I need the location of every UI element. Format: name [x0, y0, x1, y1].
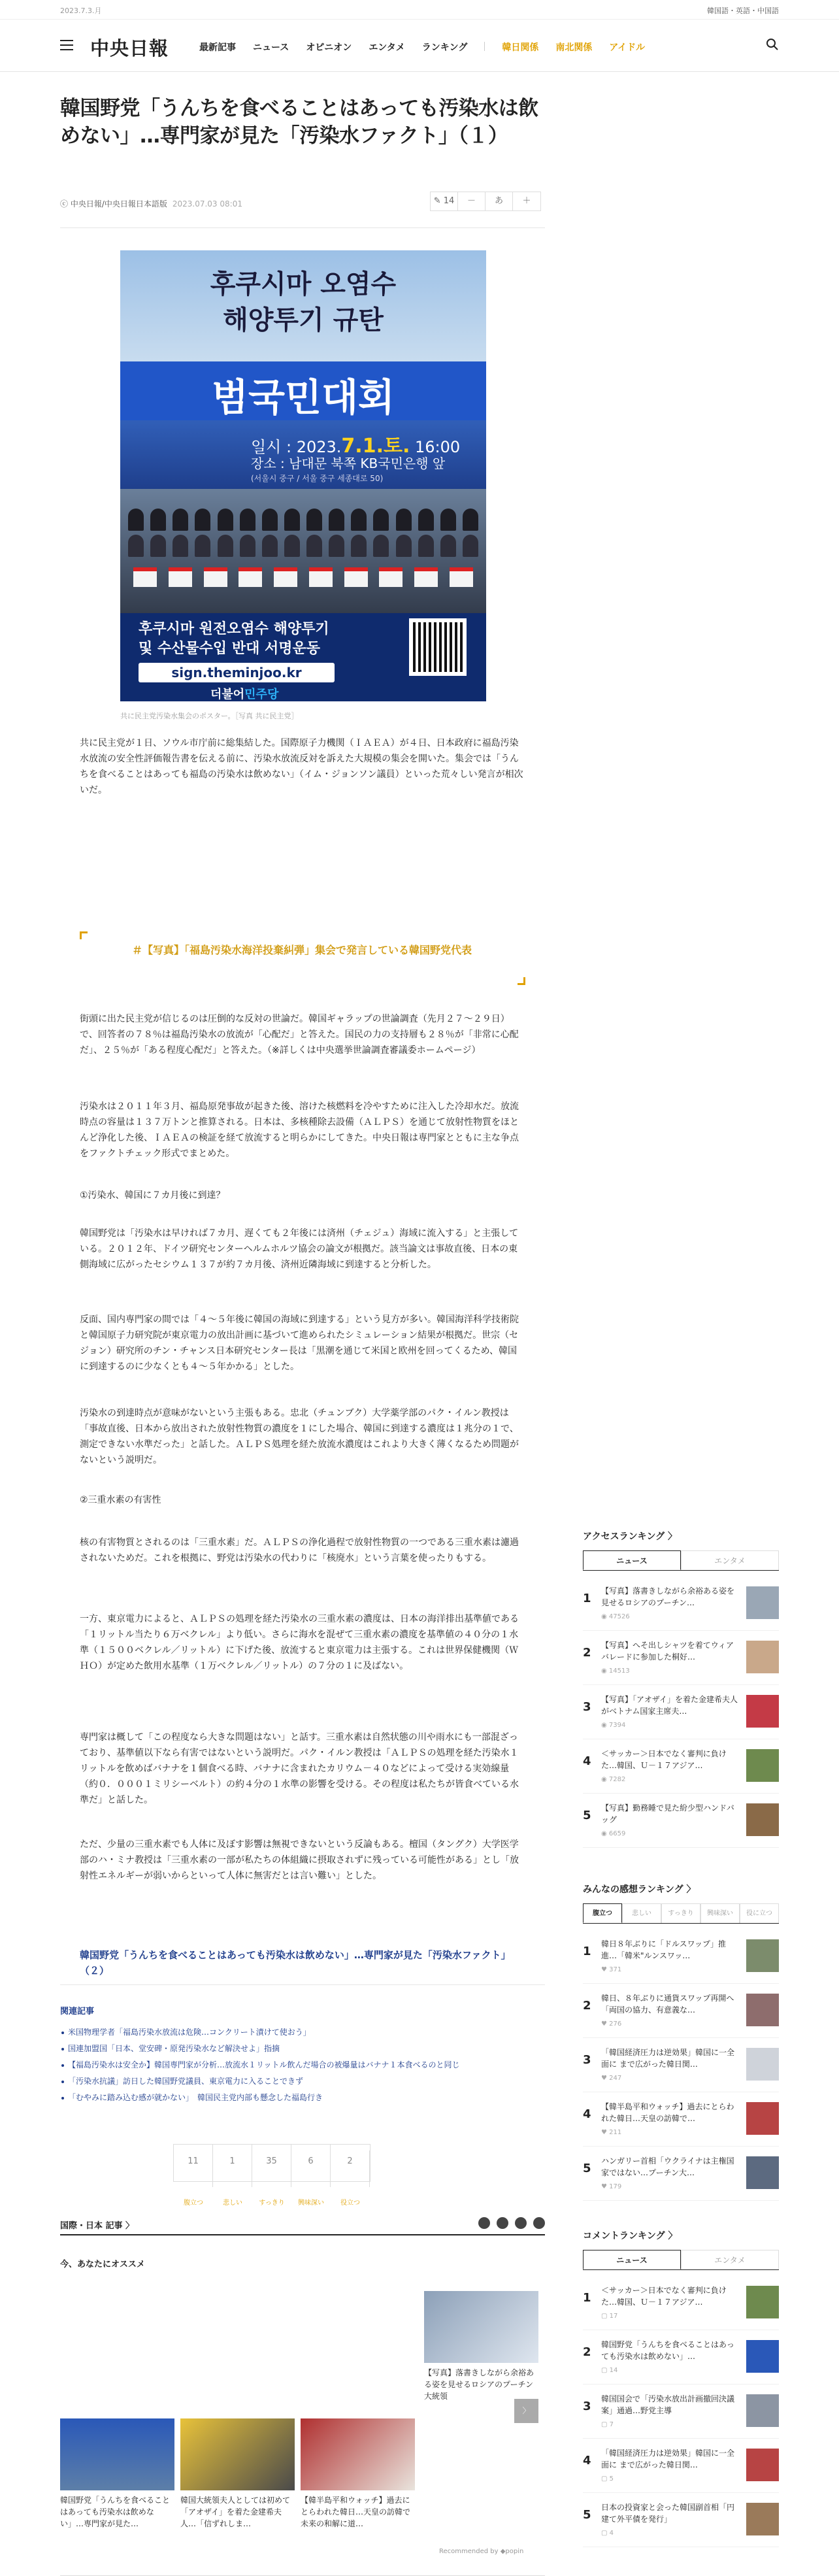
tab-useful[interactable]: 役に立つ [740, 1903, 779, 1923]
qr-code-icon [409, 618, 467, 676]
ranking-item[interactable]: 3 「韓国経済圧力は逆効果」韓国に一全面に まで広がった韓日関… ♥ 247 [583, 2044, 779, 2092]
ranking-thumbnail [746, 1586, 779, 1619]
nav-opinion[interactable]: オピニオン [306, 42, 352, 53]
access-ranking [583, 1530, 779, 1854]
font-size-minus-button[interactable]: － [458, 192, 485, 210]
ranking-thumbnail [746, 1749, 779, 1782]
related-articles [60, 2004, 545, 2106]
article-paragraph: 核の有害物質とされるのは「三重水素」だ。ＡＬＰＳの浄化過程で放射性物質の一つである三重水素は濾過されないためだ。これを根拠に、野党は汚染水の代わりに「核廃水」という言葉を使ったりもする。 [80, 1537, 519, 1564]
divider [60, 1984, 545, 1985]
poster-crowd-photo [120, 489, 486, 613]
article-paragraph: 一方、東京電力によると、ＡＬＰＳの処理を経た汚染水の三重水素の濃度は、日本の海洋排出基準値である「１リットル当たり６万ベクレル」より低い。さらに海水を混ぜて三重水素の濃度を基準値の４０分の１水準（１５００ベクレル／リットル）に下げた後、放流すると東京電力は主張する。これは世界保健機関（ＷＨＯ）が定めた飲用水基準（１万ベクレル／リットル）の７分の１に及ばない。 [80, 1614, 519, 1671]
ranking-item[interactable]: 2 【写真】へそ出しシャツを着てウィアバレードに参加した桐好… ◉ 14513 [583, 1637, 779, 1685]
recommend-thumbnail [301, 2418, 415, 2490]
quote-corner [518, 977, 525, 985]
ranking-tabs [583, 2250, 779, 2270]
recommend-featured-title[interactable]: 【写真】落書きしながら余裕ある姿を見せるロシアのプーチン大統領 [424, 2368, 535, 2401]
ranking-item[interactable]: 2 韓日、８年ぶりに通貨スワップ再開へ「両国の協力、有意義な… ♥ 276 [583, 1990, 779, 2038]
byline-source: ⓒ 中央日報/中央日報日本語版 [60, 199, 167, 209]
tab-interesting[interactable]: 興味深い [700, 1903, 740, 1923]
comment-ranking [583, 2229, 779, 2553]
nav-news[interactable]: ニュース [253, 42, 289, 53]
recommend-card[interactable]: 【韓半島平和ウォッチ】過去にとらわれた韓日…天皇の訪韓で未来の和解に道… [301, 2418, 415, 2530]
menu-icon[interactable] [60, 40, 73, 52]
ranking-thumbnail [746, 2394, 779, 2427]
feedback-ranking [583, 1882, 779, 2207]
recommend-featured[interactable] [424, 2291, 538, 2402]
current-date: 2023.7.3.月 [60, 7, 102, 15]
ranking-thumbnail [746, 1695, 779, 1728]
ranking-item[interactable]: 1 【写真】落書きしながら余裕ある姿を見せるロシアのプーチン… ◉ 47526 [583, 1582, 779, 1631]
font-size-plus-button[interactable]: ＋ [522, 196, 531, 206]
ranking-thumbnail [746, 1803, 779, 1836]
main-nav [199, 41, 645, 54]
nav-north-south[interactable]: 南北関係 [555, 42, 593, 53]
poster-bottom-text: 후쿠시마 원전오염수 해양투기 및 수산물수입 반대 서명운동 [139, 621, 329, 657]
reaction-buttons [173, 2144, 370, 2207]
recommend-thumbnail [60, 2418, 174, 2490]
comment-icon: ✎ [433, 196, 444, 206]
section-header [60, 2216, 545, 2235]
tab-entertainment[interactable]: エンタメ [681, 1550, 779, 1570]
ranking-thumbnail [746, 1641, 779, 1673]
article-paragraph: 韓国野党は「汚染水は早ければ７カ月、遅くても２年後には済州（チェジュ）海域に流入する」と主張している。２０１２年、ドイツ研究センターヘルムホルツ協会の論文が根拠だ。該当論文は事故直後、日本の東側海域に広がったセシウム１３７が約７カ月後、済州近隣海域に到達すると分析した。 [80, 1228, 519, 1270]
ranking-item[interactable]: 3 韓国国会で「汚染水放出計画撤回決議案」通過…野党主導 ▢ 7 [583, 2390, 779, 2439]
ranking-thumbnail [746, 2340, 779, 2373]
recommend-thumbnail [424, 2291, 538, 2363]
pull-quote[interactable] [80, 931, 525, 985]
poster-banner [120, 361, 486, 420]
reaction-useful-button[interactable]: 2 役立つ [331, 2145, 370, 2181]
mail-icon[interactable] [533, 2217, 545, 2229]
crowd-row [128, 535, 478, 557]
article-paragraph: ただ、少量の三重水素でも人体に及ぼす影響は無視できないという反論もある。檀国（タングク）大学医学部のハ・ミナ教授は「三重水素の一部が私たちの体組織に摂取されずに残っている可能性がある」とし「放射性エネルギーが弱いからといって人体に無害だとは言い難い」とした。 [80, 1839, 519, 1881]
related-item[interactable]: 「汚染水抗議」訪日した韓国野党議員、東京電力に入ることできず [60, 2073, 545, 2090]
ranking-item[interactable]: 1 ＜サッカー＞日本でなく審判に負けた…韓国、Ｕ－１７アジア… ▢ 17 [583, 2282, 779, 2330]
nav-entertainment[interactable]: エンタメ [369, 42, 405, 53]
recommend-thumbnail [180, 2418, 295, 2490]
recommend-card[interactable]: 韓国大統領夫人としては初めて「アオザイ」を着た金建希夫人…「信ずれしま… [180, 2418, 295, 2530]
nav-divider [484, 42, 485, 51]
poster-place: 장소 : 남대문 북쪽 KB국민은행 앞 [251, 456, 446, 471]
scroll-next-button[interactable]: 〉 [514, 2399, 538, 2423]
ranking-tabs [583, 1903, 779, 1924]
article-paragraph: 専門家は概して「この程度なら大きな問題はない」と話す。三重水素は自然状態の川や雨水にも一部混ざっており、基準値以下なら有害ではないという説明だ。パク・イルン教授は「ＡＬＰＳの処理を経た汚染水１リットルを飲めばバナナを１個食べる時、バナナに含まれたカリウム－４０などによって受ける実効線量（約０．０００１ミリシーベルト）の約４分の１水準の影響を受ける。その程度は私たちが皆食べている水準だ」と話した。 [80, 1732, 519, 1805]
related-item[interactable]: 国連加盟国「日本、堂安碑・原発汚染水など解決せよ」指摘 [60, 2041, 545, 2057]
article-subheading: ①汚染水、韓国に７カ月後に到達？ [80, 1190, 225, 1201]
section-title[interactable]: 国際・日本 記事 〉 [60, 2221, 135, 2231]
article-paragraph: 反面、国内専門家の間では「４～５年後に韓国の海域に到達する」という見方が多い。韓国海洋科学技術院と韓国原子力研究院が東京電力の放出計画に基づいて進められたシミュレーション結果が根拠だ。世宗（セジョン）研究所のチン・チャンス日本研究センター長は「黒潮を通じて米国と欧州を回ってくるため、韓国に到達するのに少なくとも４～５年かかる」とした。 [80, 1314, 519, 1372]
poster-header [120, 250, 486, 361]
font-size-label: あ [485, 192, 513, 210]
poster-line-1: 후쿠시마 오염수 [210, 269, 397, 299]
poster-line-2: 해양투기 규탄 [223, 305, 384, 335]
article-tools [430, 192, 541, 211]
poster-footer [120, 613, 486, 701]
recommended-by[interactable]: Recommended by ◆popin [439, 2548, 524, 2555]
global-nav [0, 20, 839, 72]
recommend-cards [60, 2418, 415, 2530]
article-paragraph: 共に民主党が１日、ソウル市庁前に総集結した。国際原子力機関（ＩＡＥＡ）が４日、日本政府に福島汚染水放流の安全性評価報告書を伝える前に、汚染水放流反対を訴えた大規模の集会を開いた。集会では「うんちを食べることはあっても福島の汚染水は飲めない」（イム・ジョンソン議員）といった荒々しい発言が相次いだ。 [80, 738, 523, 795]
crowd-signs [133, 567, 473, 587]
twitter-icon[interactable] [478, 2217, 490, 2229]
ranking-item[interactable]: 3 【写真】「アオザイ」を着た金建希夫人がベトナム国家主席夫… ◉ 7394 [583, 1691, 779, 1739]
ranking-item[interactable]: 5 【写真】勤務睡で見た紛少型ハンドバッグ ◉ 6659 [583, 1799, 779, 1848]
tab-news[interactable]: ニュース [583, 2250, 681, 2269]
article-photo [120, 250, 486, 701]
article-paragraph: 街頭に出た民主党が信じるのは圧倒的な反対の世論だ。韓国ギャラップの世論調査（先月２７～２９日）で、回答者の７８％は福島汚染水の放流が「心配だ」と答えた。国民の力の支持層も２８％が「非常に心配だ」、２５％が「ある程度心配だ」と答えた。（※詳しくは中央選挙世論調査審議委ホームページ） [80, 1014, 519, 1056]
nav-korea-japan[interactable]: 韓日関係 [502, 42, 539, 53]
photo-caption: 共に民主党汚染水集会のポスター。［写真 共に民主党］ [120, 712, 299, 720]
ranking-item[interactable]: 4 ＜サッカー＞日本でなく審判に負けた…韓国、Ｕ－１７アジア… ◉ 7282 [583, 1745, 779, 1794]
article-paragraph: 汚染水は２０１１年３月、福島原発事故が起きた後、溶けた核燃料を冷やすために注入した冷却水だ。放流時点の容量は１３７万トンと推算される。日本は、多核種除去設備（ＡＬＰＳ）を通じて放射性物質をほとんど浄化した後、ＩＡＥＡの検証を経て放流すると明らかにしてきた。中央日報は専門家とともに主な争点をファクトチェック形式でまとめた。 [80, 1101, 519, 1159]
ranking-thumbnail [746, 2449, 779, 2481]
ranking-item[interactable]: 5 ハンガリー首相「ウクライナは主権国家ではない…プーチン大… ♥ 179 [583, 2152, 779, 2201]
ranking-title[interactable]: みんなの感想ランキング 〉 [583, 1884, 696, 1895]
language-links[interactable]: 韓国語・英語・中国語 [707, 7, 779, 15]
facebook-icon[interactable] [497, 2217, 508, 2229]
related-title: 関連記事 [60, 2007, 95, 2016]
ranking-tabs [583, 1550, 779, 1571]
poster-party: 더불어민주당 [210, 688, 279, 701]
line-icon[interactable] [515, 2217, 527, 2229]
ranking-thumbnail [746, 1994, 779, 2026]
site-logo[interactable]: 中央日報 [90, 37, 169, 59]
reaction-refreshed-button[interactable]: 35 すっきり [252, 2145, 291, 2181]
tab-refreshed[interactable]: すっきり [661, 1903, 700, 1923]
ranking-item[interactable]: 5 日本の投資家と会った韓国副首相「円建て外平債を発行」 ▢ 4 [583, 2499, 779, 2547]
poster-date: 일시 : 2023.7.1.토. 16:00 [251, 435, 461, 458]
poster-info [120, 420, 486, 489]
continue-article-link[interactable]: 韓国野党「うんちを食べることはあっても汚染水は飲めない」…専門家が見た「汚染水ファクト」（２） [80, 1949, 511, 1977]
search-icon[interactable] [766, 38, 779, 51]
poster-line-3: 범국민대회 [211, 375, 395, 420]
tab-news[interactable]: ニュース [583, 1550, 681, 1570]
related-item[interactable]: 米国物理学者「福島汚染水放流は危険…コンクリート漬けて使おう」 [60, 2024, 545, 2041]
share-buttons [478, 2217, 545, 2229]
ranking-item[interactable]: 4 「韓国経済圧力は逆効果」韓国に一全面に まで広がった韓日関… ▢ 5 [583, 2445, 779, 2493]
recommend-title: 今、あなたにオススメ [60, 2260, 145, 2269]
nav-latest[interactable]: 最新記事 [199, 42, 236, 53]
article-title: 韓国野党「うんちを食べることはあっても汚染水は飲めない」…専門家が見た「汚染水ファクト」（１） [60, 97, 538, 148]
reaction-sad-button[interactable]: 1 悲しい [213, 2145, 252, 2181]
quote-corner [80, 931, 88, 939]
ranking-thumbnail [746, 2048, 779, 2081]
ranking-thumbnail [746, 2156, 779, 2189]
nav-ranking[interactable]: ランキング [421, 42, 468, 53]
article-byline [60, 198, 242, 209]
top-utility-bar [0, 0, 839, 20]
divider [60, 227, 545, 228]
pull-quote-text[interactable]: ＃【写真】「福島汚染水海洋投棄糾弾」集会で発言している韓国野党代表 [131, 944, 472, 956]
poster-url: sign.theminjoo.kr [139, 663, 335, 682]
related-item[interactable]: 「むやみに踏み込む感が就かない」 韓国民主党内部も懸念した福島行き [60, 2090, 545, 2106]
poster-place-sub: (서울시 중구 / 서울 중구 세종대로 50) [251, 474, 384, 483]
reaction-interesting-button[interactable]: 6 興味深い [291, 2145, 331, 2181]
ranking-thumbnail [746, 1939, 779, 1972]
ranking-title[interactable]: アクセスランキング 〉 [583, 1531, 678, 1542]
crowd-row [128, 509, 478, 531]
tab-angry[interactable]: 腹立つ [583, 1903, 622, 1923]
article-paragraph: 汚染水の到達時点が意味がないという主張もある。忠北（チュンブク）大学薬学部のパク・イルン教授は「事故直後、日本から放出された放射性物質の濃度を１にした場合、韓国に到達する濃度は１兆分の１で、測定できない水準だった」と話した。ＡＬＰＳ処理を経た放流水濃度はこれより大きく薄くなるため問題がないという説明だ。 [80, 1408, 519, 1465]
ranking-item[interactable]: 4 【韓半島平和ウォッチ】過去にとらわれた韓日…天皇の訪韓で… ♥ 211 [583, 2098, 779, 2147]
reaction-angry-button[interactable]: 11 腹立つ [174, 2145, 213, 2181]
article-subheading: ②三重水素の有害性 [80, 1495, 161, 1505]
nav-idol[interactable]: アイドル [609, 42, 646, 53]
ranking-thumbnail [746, 2503, 779, 2535]
comment-count-button[interactable]: ✎ 14 [431, 192, 458, 210]
ranking-title[interactable]: コメントランキング 〉 [583, 2231, 678, 2241]
ranking-item[interactable]: 1 韓日８年ぶりに「ドルスワップ」推進…「韓米"ルンスワッ… ♥ 371 [583, 1935, 779, 1984]
article-datetime: 2023.07.03 08:01 [172, 199, 242, 209]
tab-entertainment[interactable]: エンタメ [681, 2250, 779, 2269]
ranking-item[interactable]: 2 韓国野党「うんちを食べることはあっても汚染水は飲めない」… ▢ 14 [583, 2336, 779, 2384]
ranking-thumbnail [746, 2102, 779, 2135]
ranking-thumbnail [746, 2286, 779, 2318]
recommend-card[interactable]: 韓国野党「うんちを食べることはあっても汚染水は飲めない」…専門家が見た… [60, 2418, 174, 2530]
tab-sad[interactable]: 悲しい [622, 1903, 661, 1923]
related-item[interactable]: 【福島汚染水は安全か】韓国専門家が分析…放流水１リットル飲んだ場合の被爆量はバナナ１本食べるのと同じ [60, 2057, 545, 2073]
